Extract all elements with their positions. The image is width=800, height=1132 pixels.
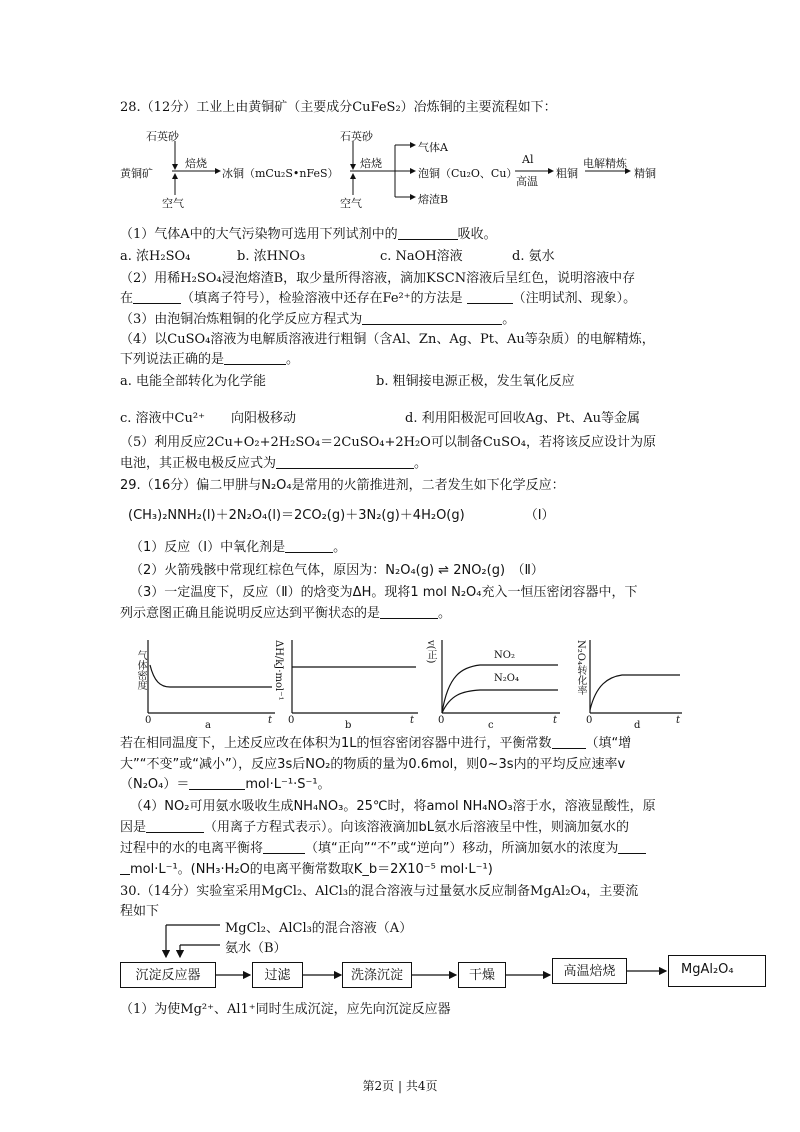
answer-blank[interactable] [467, 290, 513, 304]
flow-product: MgAl₂O₄ [668, 955, 766, 987]
q29-3-line4: 大”“不变”或“减小”），反应3s后NO₂的物质的量为0.6mol，则0~3s内的平均反应速率v [120, 757, 626, 772]
graph-c-ylabel: v(正) [425, 640, 436, 664]
flow-step-calcine: 高温焙烧 [552, 958, 627, 984]
graph-b-letter: b [345, 720, 352, 731]
q28-1: （1）气体A中的大气污染物可选用下列试剂中的 吸收。 [120, 227, 497, 242]
answer-blank[interactable] [552, 735, 586, 749]
answer-blank[interactable] [276, 455, 414, 469]
option-b: b. 粗铜接电源正极，发生氧化反应 [376, 374, 575, 389]
flow-roast-1: 焙烧 [185, 157, 207, 170]
option-b: b. 浓HNO₃ [237, 249, 306, 264]
q30-title-line1: 30.（14分）实验室采用MgCl₂、AlCl₃的混合溶液与过量氨水反应制备MgAl₂O₄，主要流 [120, 884, 639, 899]
option-d: d. 氨水 [512, 249, 555, 264]
answer-blank[interactable] [362, 311, 502, 325]
flow-ore: 黄铜矿 [120, 167, 153, 180]
graph-b-ylabel: ΔH/kJ·mol⁻¹ [273, 640, 284, 701]
flow-slag-b: 熔渣B [418, 193, 449, 206]
q29-4-line1: （4）NO₂可用氨水吸收生成NH₄NO₃。25℃时，将amol NH₄NO₃溶于水，溶液显酸性，原 [130, 799, 656, 814]
graph-c-letter: c [488, 720, 494, 731]
answer-blank[interactable] [224, 351, 286, 365]
flow-roast-2: 焙烧 [360, 157, 382, 170]
option-a: a. 电能全部转化为化学能 [120, 374, 267, 389]
flow-step-wash: 洗涤沉淀 [342, 962, 412, 988]
graph-c-label-no2: NO₂ [494, 650, 515, 661]
option-c: c. 溶液中Cu²⁺ 向阳极移动 [120, 411, 296, 426]
flow-air-1: 空气 [162, 197, 184, 210]
flow-crude: 粗铜 [556, 167, 578, 180]
q29-4-line4: mol·L⁻¹。(NH₃·H₂O的电离平衡常数取K_b＝2X10⁻⁵ mol·L⁻¹) [120, 861, 493, 879]
q28-3: （3）由泡铜冶炼粗铜的化学反应方程式为 。 [120, 312, 516, 327]
answer-blank[interactable] [285, 539, 333, 553]
q30-title-line2: 程如下 [120, 904, 160, 919]
flow-high-temp: 高温 [516, 175, 538, 188]
q28-5-line2: 电池，其正极电极反应式为 。 [120, 456, 428, 471]
graph-a-curve [150, 665, 272, 687]
graph-d-curve [590, 675, 680, 710]
q29-3-line2: 列示意图正确且能说明反应达到平衡状态的是 。 [120, 606, 452, 621]
graph-d-letter: d [634, 720, 641, 731]
flow-matte: 冰铜（mCu₂S•nFeS） [222, 167, 339, 180]
graph-b-xlabel: t [410, 715, 415, 726]
q28-title: 28.（12分）工业上由黄铜矿（主要成分CuFeS₂）冶炼铜的主要流程如下： [120, 100, 557, 115]
q28-2-line2: 在 （填离子符号），检验溶液中还存在Fe²⁺的方法是 （注明试剂、现象）。 [120, 291, 637, 306]
graph-d-origin: 0 [586, 715, 593, 726]
answer-blank[interactable] [133, 290, 181, 304]
q28-5-line1: （5）利用反应2Cu+O₂+2H₂SO₄＝2CuSO₄+2H₂O可以制备CuSO₄，若将该反应设计为原 [120, 435, 656, 450]
graph-a-xlabel: t [268, 715, 273, 726]
answer-blank[interactable] [189, 776, 245, 790]
answer-blank[interactable] [263, 840, 305, 854]
flow-step-dry: 干燥 [458, 962, 506, 988]
page-footer: 第2页 | 共4页 [362, 1079, 438, 1093]
option-a: a. 浓H₂SO₄ [120, 249, 191, 264]
flow-solution-a: MgCl₂、AlCl₃的混合溶液（A） [225, 921, 413, 936]
answer-blank[interactable] [618, 840, 646, 854]
flow-fine: 精铜 [634, 167, 656, 180]
graph-c-curve-n2o4 [442, 690, 558, 713]
q29-1: （1）反应（Ⅰ）中氧化剂是 。 [130, 540, 347, 555]
graph-c-label-n2o4: N₂O₄ [494, 673, 519, 684]
flow-refine: 电解精炼 [583, 157, 627, 170]
q29-title: 29.（16分）偏二甲肼与N₂O₄是常用的火箭推进剂，二者发生如下化学反应： [120, 478, 565, 493]
graph-a-origin: 0 [145, 715, 152, 726]
graph-d-ylabel: N₂O₄转化率 [575, 640, 586, 695]
q29-4-line2: 因是 （用离子方程式表示）。向该溶液滴加bL氨水后溶液呈中性，则滴加氨水的 [120, 820, 630, 835]
flow-al: Al [522, 153, 534, 166]
answer-blank[interactable] [146, 819, 204, 833]
q30-1: （1）为使Mg²⁺、Al1⁺同时生成沉淀，应先向沉淀反应器 [120, 1002, 451, 1017]
option-d: d. 利用阳极泥可回收Ag、Pt、Au等金属 [405, 411, 641, 426]
flow-step-reactor: 沉淀反应器 [120, 962, 216, 988]
option-c: c. NaOH溶液 [380, 249, 463, 264]
flow-step-filter: 过滤 [252, 962, 303, 988]
graph-b-origin: 0 [288, 715, 295, 726]
flow-sand-1: 石英砂 [146, 130, 179, 143]
answer-blank[interactable] [380, 605, 438, 619]
q28-4-line2: 下列说法正确的是 。 [120, 352, 300, 367]
graph-c-xlabel: t [553, 715, 558, 726]
graph-a-ylabel: 气体密度 [135, 650, 146, 690]
answer-blank[interactable] [120, 861, 130, 875]
q29-2: （2）火箭残骸中常现红棕色气体，原因为：N₂O₄(g) ⇌ 2NO₂(g) （Ⅱ） [130, 563, 544, 578]
graph-a-letter: a [205, 720, 211, 731]
flow-air-2: 空气 [340, 197, 362, 210]
q28-4-line1: （4）以CuSO₄溶液为电解质溶液进行粗铜（含Al、Zn、Ag、Pt、Au等杂质）的电解精炼， [120, 332, 655, 347]
flow-ammonia-b: 氨水（B） [225, 941, 287, 956]
graph-c-origin: 0 [438, 715, 445, 726]
q29-3-line1: （3）一定温度下，反应（Ⅱ）的焓变为ΔH。现将1 mol N₂O₄充入一恒压密闭容器中，下 [130, 585, 638, 600]
flow-gas-a: 气体A [418, 141, 448, 154]
answer-blank[interactable] [398, 226, 458, 240]
q28-2-line1: （2）用稀H₂SO₄浸泡熔渣B，取少量所得溶液，滴加KSCN溶液后呈红色，说明溶液中存 [120, 271, 636, 286]
flow-sand-2: 石英砂 [340, 130, 373, 143]
flow-blister: 泡铜（Cu₂O、Cu） [418, 167, 518, 180]
q29-4-line3: 过程中的水的电离平衡将 （填“正向”“不”或“逆向”）移动，所滴加氨水的浓度为 [120, 840, 646, 858]
graph-a [130, 635, 280, 730]
q29-3-line5: （N₂O₄）＝ mol·L⁻¹·S⁻¹。 [120, 777, 331, 792]
graph-d-xlabel: t [676, 715, 681, 726]
q29-3-line3: 若在相同温度下，上述反应改在体积为1L的恒容密闭容器中进行，平衡常数 （填“增 [120, 736, 632, 751]
q29-equation: (CH₃)₂NNH₂(l)＋2N₂O₄(l)＝2CO₂(g)＋3N₂(g)＋4H₂O(g) （Ⅰ） [128, 508, 555, 523]
